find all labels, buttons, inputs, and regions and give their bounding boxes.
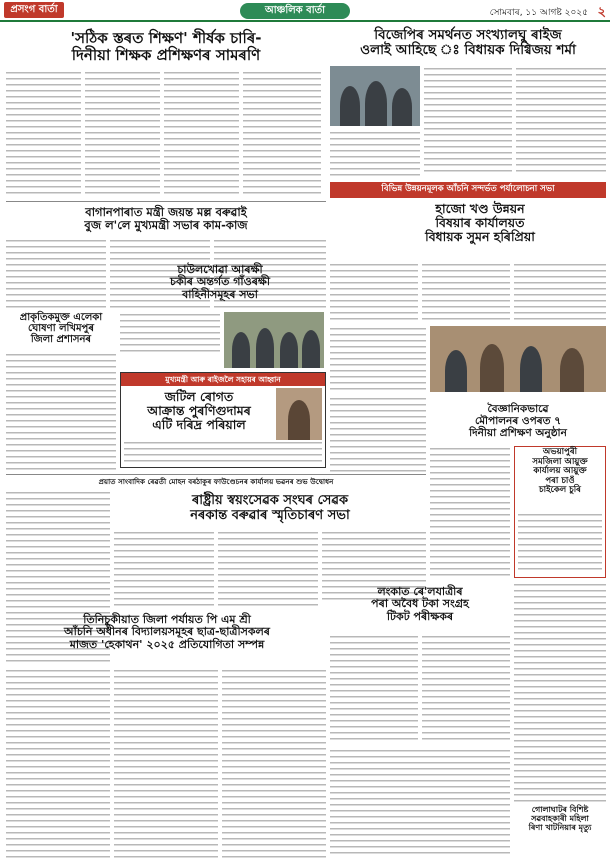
newspaper-logo: প্ৰসংগ বাৰ্তা [4,2,64,18]
tinsukia-body-col3 [222,668,326,858]
chaulkhowa-headline: চাউলখোৱা আৰক্ষী চকীৰ অন্তৰ্গত গাঁওৰক্ষী বাহিনীসমূহৰ সভা [170,263,270,301]
section-label: আঞ্চলিক বাৰ্তা [240,3,350,19]
center-body-col [330,396,426,476]
chaulkhowa-photo [224,312,324,368]
minister-headline: বাগানপাৰাত মন্ত্ৰী জয়ন্ত মল্ল বৰুৱাই বুজ ল'লে মুখ্যমন্ত্ৰী সভাৰ কাম-কাজ [84,205,248,232]
bjp-body-col2 [516,66,606,176]
appeal-headline: জটিল ৰোগত আক্ৰান্ত পুৰণিগুদামৰ এটি দৰিদ্ৰ পৰিয়াল [147,389,251,432]
rss-headline: ৰাষ্ট্ৰীয় স্বয়ংসেৱক সংঘৰ সেৱক নৰকান্ত বৰুৱাৰ স্মৃতিচাৰণ সভা [190,493,350,523]
bjp-headline: বিজেপিৰ সমৰ্থনত সংখ্যালঘু ৰাইজ ওলাই আহিছে ঃ বিধায়ক দিগ্বিজয় শৰ্মা [360,27,576,59]
rss-body-col1 [114,530,214,610]
hajo-banner: বিভিন্ন উন্নয়নমূলক আঁচনি সন্দৰ্ভত পৰ্যালোচনা সভা [330,182,606,198]
teacher-training-body-col3 [164,70,239,195]
appeal-banner: মুখ্যমন্ত্ৰী আৰু ৰাইজলৈ সহায়ৰ আহ্বান [121,373,325,386]
beekeeping-headline: বৈজ্ঞানিকভাৱে মৌপালনৰ ওপৰত ৭ দিনীয়া প্ৰশিক্ষণ অনুষ্ঠান [469,403,567,439]
lakhimpur-headline: প্ৰাকৃতিকমুক্ত এলেকা ঘোষণা লখিমপুৰ জিলা প্ৰশাসনৰ [19,312,103,346]
lankat-body-col1 [330,634,418,744]
lankat-headline: লংকাত ৰে'লযাত্ৰীৰ পৰা অবৈধ টকা সংগ্ৰহ টিকট পৰীক্ষকৰ [371,585,469,623]
chaulkhowa-body-col1 [120,312,220,352]
tinsukia-body-col1 [6,668,110,858]
lankat-body-col2 [422,634,510,744]
bjp-body-col0 [330,130,420,176]
appeal-body [124,440,322,464]
teacher-training-body-col2 [85,70,160,195]
hajo-body-col3 [514,262,606,322]
bjp-photo [330,66,420,126]
tinsukia-body-col2 [114,668,218,858]
bjp-body-col1 [424,66,512,176]
hajo-body-col4 [330,326,426,392]
hajo-body-col2 [422,262,510,322]
hajo-photo [430,326,606,392]
page-number: ২ [597,5,606,20]
teacher-training-headline: 'সঠিক স্তৰত শিক্ষণ' শীৰ্ষক চাৰি- দিনীয়া শিক্ষক প্ৰশিক্ষণৰ সামৰণি [70,29,262,64]
teacher-training-body-col1 [6,70,81,195]
cycle-theft-headline: অভয়াপুৰী সমজিলা আয়ুক্ত কাৰ্যালয় আয়ুক্ত পৰা চাওঁ চাইকেল চুৰি [532,447,588,496]
hajo-headline: হাজো খণ্ড উন্নয়ন বিষয়াৰ কাৰ্যালয়ত বিধায়ক সুমন হৰিপ্ৰিয়া [425,201,535,244]
golaghat-headline: গোলাঘাটৰ বিশিষ্ট সৱবাহকাৰী মহিলা ৰিণা খাটনিয়াৰ মৃত্যু [528,805,592,832]
lakhimpur-body [6,352,116,470]
minister-body-col1 [6,238,106,308]
tinsukia-headline: তিনিচুকীয়াত জিলা পৰ্যায়ত পি এম শ্ৰী আঁচনি অধীনৰ বিদ্যালয়সমূহৰ ছাত্ৰ-ছাত্ৰীসকলৰ মাজত 'হেকাথন' ২০২৫ প্ৰতিযোগিতা সম্পন্ন [64,613,270,651]
teacher-training-body-col4 [243,70,321,195]
right-body-col [514,582,606,802]
hajo-body-col1 [330,262,418,322]
appeal-photo [276,388,322,440]
foundation-headline: প্ৰয়াত সাংবাদিক ৰেৱতী মোহন বৰঠাকুৰ ফাউণ্ডেচনৰ কাৰ্যালয় ভৱনৰ শুভ উদ্বোধন [98,477,334,486]
lower-center-body [330,748,510,858]
issue-date: সোমবাৰ, ১১ আগষ্ট ২০২৫ [489,8,588,18]
rss-body-col2 [218,530,318,610]
beekeeping-body-col1 [430,446,510,578]
cycle-theft-body [518,512,602,574]
